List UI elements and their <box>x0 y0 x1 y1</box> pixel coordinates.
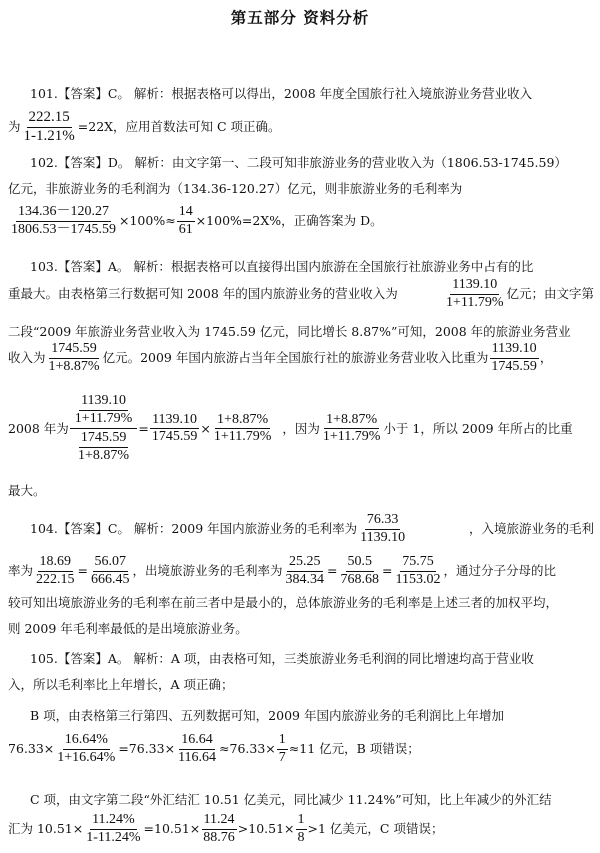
numerator: 16.64 <box>179 733 215 750</box>
text: ，通过分子分母的比 <box>443 562 556 578</box>
text: ≈76.33× <box>219 740 276 756</box>
numerator: 1745.59 <box>49 342 99 359</box>
numerator: 16.64% <box>63 733 110 750</box>
denominator: 1745.59 <box>491 358 537 374</box>
q103-line-6: 最大。 <box>8 483 46 498</box>
text: 小于 1，所以 2009 年所占的比重 <box>383 420 573 436</box>
fraction <box>9 205 118 237</box>
fraction <box>34 555 77 587</box>
q105-line-1: 105.【答案】A。 解析：A 项，由表格可知，三类旅游业务毛利润的同比增速均高于营业收 <box>30 651 534 666</box>
fraction <box>358 513 407 545</box>
text: × <box>200 420 211 436</box>
text: = <box>77 562 88 578</box>
numerator: 14 <box>177 205 195 222</box>
numerator: 1139.10 <box>150 413 199 430</box>
text: 亿元；由文字第 <box>506 285 594 301</box>
numerator: 1 <box>296 813 307 830</box>
fraction <box>84 813 142 845</box>
fraction <box>150 413 200 445</box>
group <box>30 513 408 545</box>
text: ×100%≈ <box>119 212 176 228</box>
page-title: 第五部分 资料分析 <box>230 9 370 27</box>
text: 为 <box>8 119 21 134</box>
fraction <box>444 278 506 310</box>
q104-line-3: 较可知出境旅游业务的毛利率在前三者中是最小的，总体旅游业务的毛利率是上述三者的加权平均， <box>8 595 559 610</box>
numerator: 1139.10 <box>79 394 128 411</box>
q103-line-2 <box>8 278 594 310</box>
denominator: 1+16.64% <box>57 749 116 765</box>
fraction <box>89 555 132 587</box>
text: >1 亿美元，C 项错误； <box>307 820 444 836</box>
text: 76.33× <box>8 740 55 756</box>
denominator: 1-11.24% <box>86 829 141 845</box>
numerator: 25.25 <box>287 555 323 572</box>
fraction <box>489 342 539 374</box>
numerator: 50.5 <box>346 555 375 572</box>
denominator: 7 <box>278 749 286 765</box>
text: ，出境旅游业务的毛利率为 <box>132 562 283 578</box>
text: ， <box>539 349 553 365</box>
q104-line-4: 则 2009 年毛利率最低的是出境旅游业务。 <box>8 621 248 636</box>
denominator: 1+11.79% <box>74 410 133 426</box>
denominator: 1-1.21% <box>23 127 75 144</box>
group <box>443 278 594 310</box>
denominator: 116.64 <box>178 749 217 765</box>
compound-denominator <box>73 429 134 463</box>
fraction <box>296 813 307 845</box>
q103-line-3: 二段“2009 年旅游业务营业收入为 1745.59 亿元，同比增长 8.87%”可知，2008 年的旅游业务营业 <box>8 324 571 339</box>
fraction <box>201 813 237 845</box>
numerator: 1139.10 <box>450 278 499 295</box>
q102-line-1: 102.【答案】D。 解析：由文字第一、二段可知非旅游业务的营业收入为（1806.53-1745.59） <box>30 155 567 170</box>
numerator: 1+8.87% <box>215 413 270 430</box>
denominator: 1+11.79% <box>445 294 504 310</box>
text: 汇为 10.51× <box>8 820 84 836</box>
q104-line-2 <box>8 555 594 587</box>
text: = <box>327 562 338 578</box>
numerator: 11.24% <box>90 813 137 830</box>
numerator: 75.75 <box>400 555 436 572</box>
denominator: 88.76 <box>203 829 235 845</box>
text: >10.51× <box>237 820 295 836</box>
numerator: 1 <box>277 733 288 750</box>
numerator: 56.07 <box>93 555 129 572</box>
numerator: 134.36－120.27 <box>16 205 111 222</box>
fraction <box>176 733 218 765</box>
denominator: 768.68 <box>340 571 379 587</box>
denominator: 8 <box>297 829 305 845</box>
text: 2008 年为 <box>8 420 69 436</box>
fraction <box>47 342 102 374</box>
compound-numerator <box>70 394 138 429</box>
fraction <box>73 394 135 426</box>
numerator: 18.69 <box>38 555 74 572</box>
fraction <box>177 205 195 237</box>
text: 重最大。由表格第三行数据可知 2008 年的国内旅游业务的营业收入为 <box>8 285 398 301</box>
text: 收入为 <box>8 349 46 365</box>
denominator: 1153.02 <box>395 571 441 587</box>
q102-line-3 <box>8 205 594 237</box>
q105-line-3: B 项，由表格第三行第四、五列数据可知，2009 年国内旅游业务的毛利润比上年增加 <box>30 708 504 723</box>
fraction <box>212 413 274 445</box>
fraction <box>393 555 442 587</box>
text: 率为 <box>8 562 34 578</box>
numerator: 76.33 <box>365 513 401 530</box>
numerator: 222.15 <box>27 110 72 128</box>
q103-line-1: 103.【答案】A。 解析：根据表格可以直接得出国内旅游在全国旅行社旅游业务中占有的比 <box>30 259 534 274</box>
denominator: 222.15 <box>36 571 75 587</box>
denominator: 1+8.87% <box>78 448 130 464</box>
numerator: 1+8.87% <box>324 413 379 430</box>
fraction <box>284 555 327 587</box>
text: = <box>382 562 393 578</box>
text: ≈11 亿元，B 项错误； <box>288 740 420 756</box>
fraction <box>76 431 131 463</box>
text: 亿元。2009 年国内旅游占当年全国旅行社的旅游业务营业收入比重为 <box>102 349 489 365</box>
denominator: 384.34 <box>285 571 325 587</box>
numerator: 1745.59 <box>79 431 129 448</box>
q101-line-1: 101.【答案】C。 解析：根据表格可以得出，2008 年度全国旅行社入境旅游业务营业收入 <box>30 86 533 101</box>
denominator: 666.45 <box>91 571 130 587</box>
q101-line-2 <box>8 110 594 145</box>
fraction <box>339 555 382 587</box>
text: =76.33× <box>118 740 176 756</box>
denominator: 1745.59 <box>151 429 198 445</box>
fraction <box>55 733 117 765</box>
q103-line-5 <box>8 394 594 464</box>
text: ，入境旅游业务的毛利 <box>468 520 594 536</box>
fraction <box>22 110 77 145</box>
q105-line-2: 入，所以毛利率比上年增长，A 项正确； <box>8 677 234 692</box>
fraction <box>321 413 383 445</box>
q104-line-1 <box>30 513 594 545</box>
text: ×100%=2X%，正确答案为 D。 <box>195 212 383 228</box>
q105-line-6 <box>8 813 594 845</box>
text: = <box>138 420 149 436</box>
text: =10.51× <box>143 820 201 836</box>
denominator: 1+11.79% <box>213 429 272 445</box>
q105-line-4 <box>8 733 594 765</box>
text: 104.【答案】C。 解析：2009 年国内旅游业务的毛利率为 <box>30 520 358 536</box>
fraction <box>277 733 288 765</box>
q105-line-5: C 项，由文字第二段“外汇结汇 10.51 亿美元，同比减少 11.24%”可知，比上年减少的外汇结 <box>30 792 552 807</box>
denominator: 61 <box>178 221 193 237</box>
compound-fraction <box>70 394 138 464</box>
denominator: 1806.53－1745.59 <box>11 221 116 237</box>
text: ，因为 <box>282 420 320 436</box>
denominator: 1+8.87% <box>48 358 100 374</box>
denominator: 1+11.79% <box>322 429 381 445</box>
q102-line-2: 亿元，非旅游业务的毛利润为（134.36-120.27）亿元，则非旅游业务的毛利率为 <box>8 181 463 196</box>
denominator: 1139.10 <box>360 529 406 545</box>
numerator: 11.24 <box>202 813 237 830</box>
q103-line-4 <box>8 342 594 374</box>
numerator: 1139.10 <box>490 342 539 359</box>
text: =22X，应用首数法可知 C 项正确。 <box>77 119 281 134</box>
